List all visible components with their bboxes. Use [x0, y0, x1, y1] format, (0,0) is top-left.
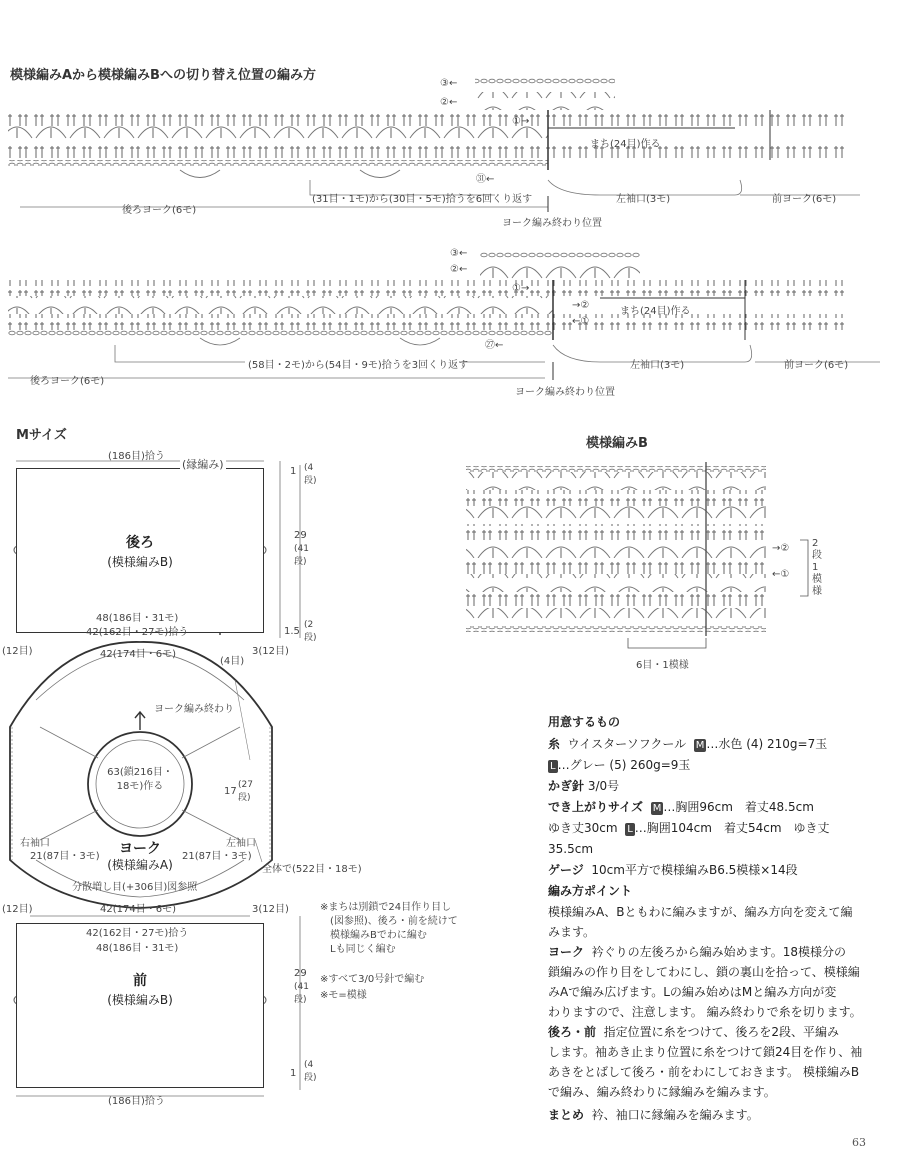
back-edge-label: (縁編み): [182, 458, 224, 471]
note-4: Lも同じく編む: [330, 944, 396, 955]
finished-line-3: 35.5cm: [548, 842, 594, 856]
top-back-yoke: 後ろヨーク(6モ): [122, 205, 197, 216]
pattern-b-rep: 6目・1模様: [636, 660, 689, 671]
point-2c: みAで編み広げます。Lの編み始めはMと編み方向が変: [548, 985, 837, 999]
note-5: ※すべて3/0号針で編む: [320, 974, 425, 985]
transition-title: 模様編みAから模様編みBへの切り替え位置の編み方: [10, 68, 316, 83]
point-2: ヨーク 衿ぐりの左後ろから編み始めます。18模様分の: [548, 945, 846, 959]
bottom-row1-label: ①→: [512, 283, 530, 294]
back-h15: 1.5: [284, 626, 300, 637]
back-top-pickup: (186目)拾う: [108, 451, 165, 462]
pattern-b-side: 2段1模様: [812, 538, 822, 597]
front-width-42: 42(162目・27モ)拾う: [86, 928, 189, 939]
front-right12: 3(12目): [252, 904, 289, 915]
top-row3-label: ③←: [440, 78, 458, 89]
front-left12: (12目): [2, 904, 33, 915]
front-h29: 29: [294, 968, 307, 979]
back-width-48: 48(186目・31モ): [96, 613, 179, 624]
point-3c: あきをとばして後ろ・前をわにしておきます。 模様編みB: [548, 1065, 860, 1079]
yoke-increase: 分散増し目(+306目)図参照: [72, 882, 198, 893]
size-title: Mサイズ: [16, 428, 67, 443]
yoke-top42: 42(174目・6モ): [100, 649, 176, 660]
yoke-pattern: (模様編みA): [107, 858, 173, 872]
back-h15-rows: (2段): [304, 620, 317, 643]
yarn-line: 糸 ウイスターソフクール M …水色 (4) 210g=7玉: [548, 737, 828, 751]
front-bottom-pickup: (186目)拾う: [108, 1096, 165, 1107]
top-row31-label: ㉛←: [476, 174, 495, 185]
point-2d: わりますので、注意します。 編み終わりで糸を切ります。: [548, 1005, 862, 1019]
bottom-pickup-label: (58目・2モ)から(54目・9モ)拾うを3回くり返す: [248, 360, 469, 371]
bottom-row3-label: ③←: [450, 248, 468, 259]
pattern-b-r2: →②: [772, 543, 790, 554]
bottom-row2-label: ②←: [450, 264, 468, 275]
yoke-rows-b: (27段): [238, 780, 253, 803]
pattern-b-chart: [466, 462, 808, 648]
bottom-left-sleeve: 左袖口(3モ): [630, 360, 685, 371]
front-h1-rows: (4段): [304, 1060, 317, 1083]
yoke-neck-label: 63(鎖216目・18モ)作る: [107, 767, 173, 792]
yoke-left-cuff-val: 21(87目・3モ): [182, 851, 252, 862]
materials-heading: 用意するもの: [548, 715, 621, 729]
note-6: ※モ=模様: [320, 990, 367, 1001]
back-pattern: (模様編みB): [107, 555, 173, 569]
note-1: ※まちは別鎖で24目作り目し: [320, 902, 452, 913]
point-1b: みます。: [548, 925, 596, 939]
back-name: 後ろ: [126, 535, 154, 551]
bottom-r2-label: →②: [572, 300, 590, 311]
front-h1: 1: [290, 1068, 297, 1079]
pattern-b-r1: ←①: [772, 569, 790, 580]
top-left-sleeve: 左袖口(3モ): [616, 194, 671, 205]
back-h29-rows: (41段): [294, 544, 309, 567]
back-right12: 3(12目): [252, 646, 289, 657]
yoke-right-cuff: 右袖口: [20, 838, 50, 849]
hook-line: かぎ針 3/0号: [548, 779, 620, 793]
finished-line: でき上がりサイズ M …胸囲96cm 着丈48.5cm: [548, 800, 814, 814]
finished-line-2: ゆき丈30cm L …胸囲104cm 着丈54cm ゆき丈: [548, 821, 830, 835]
bottom-back-yoke: 後ろヨーク(6モ): [30, 376, 105, 387]
back-h1: 1: [290, 466, 297, 477]
top-machi-label: まち(24目)作る: [590, 139, 661, 150]
gauge-line: ゲージ 10cm平方で模様編みB6.5模様×14段: [548, 863, 798, 877]
top-row2-label: ②←: [440, 97, 458, 108]
yarn-l-line: L …グレー (5) 260g=9玉: [550, 758, 691, 772]
yoke-bottom42: 42(174目・6モ): [100, 904, 176, 915]
note-3: 模様編みBでわに編む: [330, 930, 427, 941]
page-number: 63: [852, 1136, 866, 1149]
yoke-right-cuff-val: 21(87目・3モ): [30, 851, 100, 862]
yoke-end-label: ヨーク編み終わり: [154, 704, 234, 715]
yoke-left-cuff: 左袖口: [226, 838, 256, 849]
bottom-machi-label: まち(24目)作る: [620, 306, 691, 317]
points-heading: 編み方ポイント: [548, 884, 633, 898]
top-pickup-label: (31目・1モ)から(30目・5モ)拾うを6回くり返す: [312, 194, 533, 205]
bottom-row27-label: ㉗←: [485, 340, 504, 351]
yoke-name: ヨーク: [119, 841, 161, 857]
back-width-42: 42(162目・27モ)拾う: [86, 627, 189, 638]
yoke-four: (4目): [220, 656, 245, 667]
yoke-rows: 17: [224, 786, 237, 797]
back-h29: 29: [294, 530, 307, 541]
front-pattern: (模様編みB): [107, 993, 173, 1007]
bottom-front-yoke: 前ヨーク(6モ): [784, 360, 849, 371]
point-3: 後ろ・前 指定位置に糸をつけて、後ろを2段、平編み: [548, 1025, 840, 1039]
pattern-b-title: 模様編みB: [586, 436, 648, 451]
note-2: (図参照)、後ろ・前を続けて: [330, 916, 458, 927]
point-1: 模様編みA、Bともわに編みますが、編み方向を変えて編: [548, 905, 853, 919]
point-3d: で編み、編み終わりに縁編みを編みます。: [548, 1085, 776, 1099]
bottom-yoke-end: ヨーク編み終わり位置: [515, 387, 615, 398]
back-h1-rows: (4段): [304, 463, 317, 486]
yoke-total: 全体で(522目・18モ): [262, 864, 362, 875]
front-h29-rows: (41段): [294, 982, 309, 1005]
top-row1-label: ①→: [512, 116, 530, 127]
point-4: まとめ 衿、袖口に縁編みを編みます。: [548, 1108, 759, 1122]
top-yoke-end: ヨーク編み終わり位置: [502, 218, 602, 229]
front-name: 前: [133, 973, 147, 989]
top-front-yoke: 前ヨーク(6モ): [772, 194, 837, 205]
back-left12: (12目): [2, 646, 33, 657]
front-width-48: 48(186目・31モ): [96, 943, 179, 954]
point-2b: 鎖編みの作り目をしてわにし、鎖の裏山を拾って、模様編: [548, 965, 860, 979]
point-3b: します。袖あき止まり位置に糸をつけて鎖24目を作り、袖: [548, 1045, 863, 1059]
bottom-r1-label: ←①: [572, 316, 590, 327]
